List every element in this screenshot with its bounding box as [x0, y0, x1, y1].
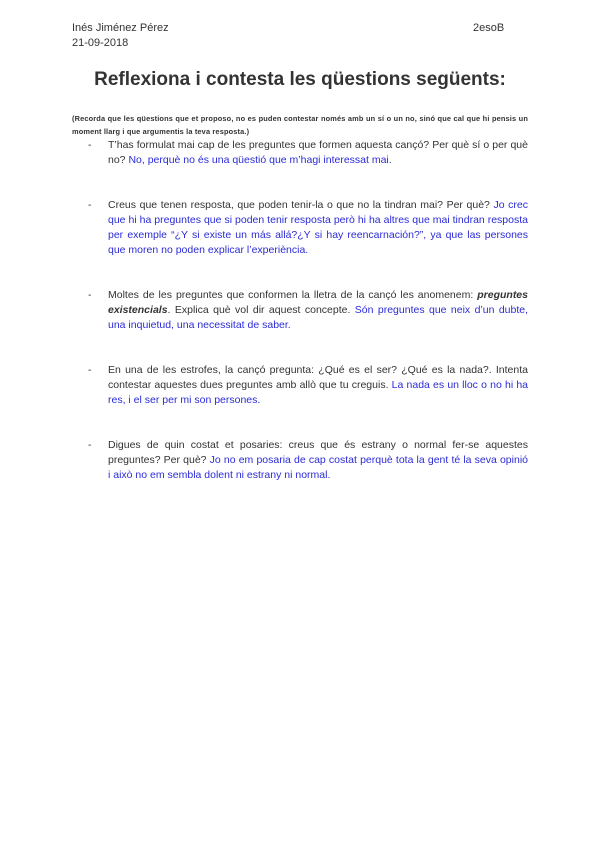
answer-text: La nada es un lloc o no hi ha res, i el ser per mi son persones.	[108, 379, 529, 406]
bullet-dash: -	[88, 289, 92, 301]
bullet-dash: -	[88, 199, 92, 211]
bullet-dash: -	[88, 364, 92, 376]
document-date: 21-09-2018	[72, 37, 129, 49]
bullet-dash: -	[88, 139, 92, 151]
answer-text: Jo crec que hi ha preguntes que si poden tenir resposta però hi ha altres que mai tindran resposta per exemple “¿Y si existe un más allá?¿Y si hay reencarnación?”, ya que las persones que moren no poden explicar l’experiència.	[108, 199, 529, 256]
answer-text: Jo no em posaria de cap costat perquè tota la gent té la seva opinió i això no em sembla dolent ni estrany ni normal.	[108, 454, 528, 481]
question-text: T’has formulat mai cap de les preguntes que formen aquesta cançó? Per què sí o per què no?	[108, 139, 528, 166]
emphasized-term: preguntes existencials	[108, 289, 528, 316]
question-text: Creus que tenen resposta, que poden tenir-la o que no la tindran mai? Per què?	[108, 199, 494, 211]
header-left	[72, 21, 169, 51]
author-name: Inés Jiménez Pérez	[72, 22, 169, 34]
question-text-continued: . Explica què vol dir aquest concepte.	[167, 304, 355, 316]
page-title: Reflexiona i contesta les qüestions següents:	[94, 69, 506, 90]
answer-text: Són preguntes que neix d’un dubte, una inquietud, una necessitat de saber.	[108, 304, 529, 331]
bullet-dash: -	[88, 439, 92, 451]
question-text: Digues de quin costat et posaries: creus que és estrany o normal fer-se aquestes preguntes? Per què?	[108, 439, 528, 466]
instructions-note: (Recorda que les qüestions que et proposo, no es puden contestar només amb un sí o un no, sinó que cal que hi pensis un moment llarg i que argumentis la teva resposta.)	[72, 114, 528, 136]
question-item	[88, 363, 528, 408]
question-list	[88, 138, 528, 513]
answer-text: No, perquè no és una qüestió que m’hagi interessat mai.	[128, 154, 392, 166]
question-item	[88, 438, 528, 483]
question-text: En una de les estrofes, la cançó pregunta: ¿Qué es el ser? ¿Qué es la nada?. Intenta contestar aquestes dues preguntes amb allò que tu creguis.	[108, 364, 528, 391]
question-text: Moltes de les preguntes que conformen la lletra de la cançó les anomenem:	[108, 289, 478, 301]
question-item	[88, 138, 528, 168]
class-group: 2esoB	[473, 22, 505, 34]
question-item	[88, 288, 528, 333]
question-item	[88, 198, 528, 258]
